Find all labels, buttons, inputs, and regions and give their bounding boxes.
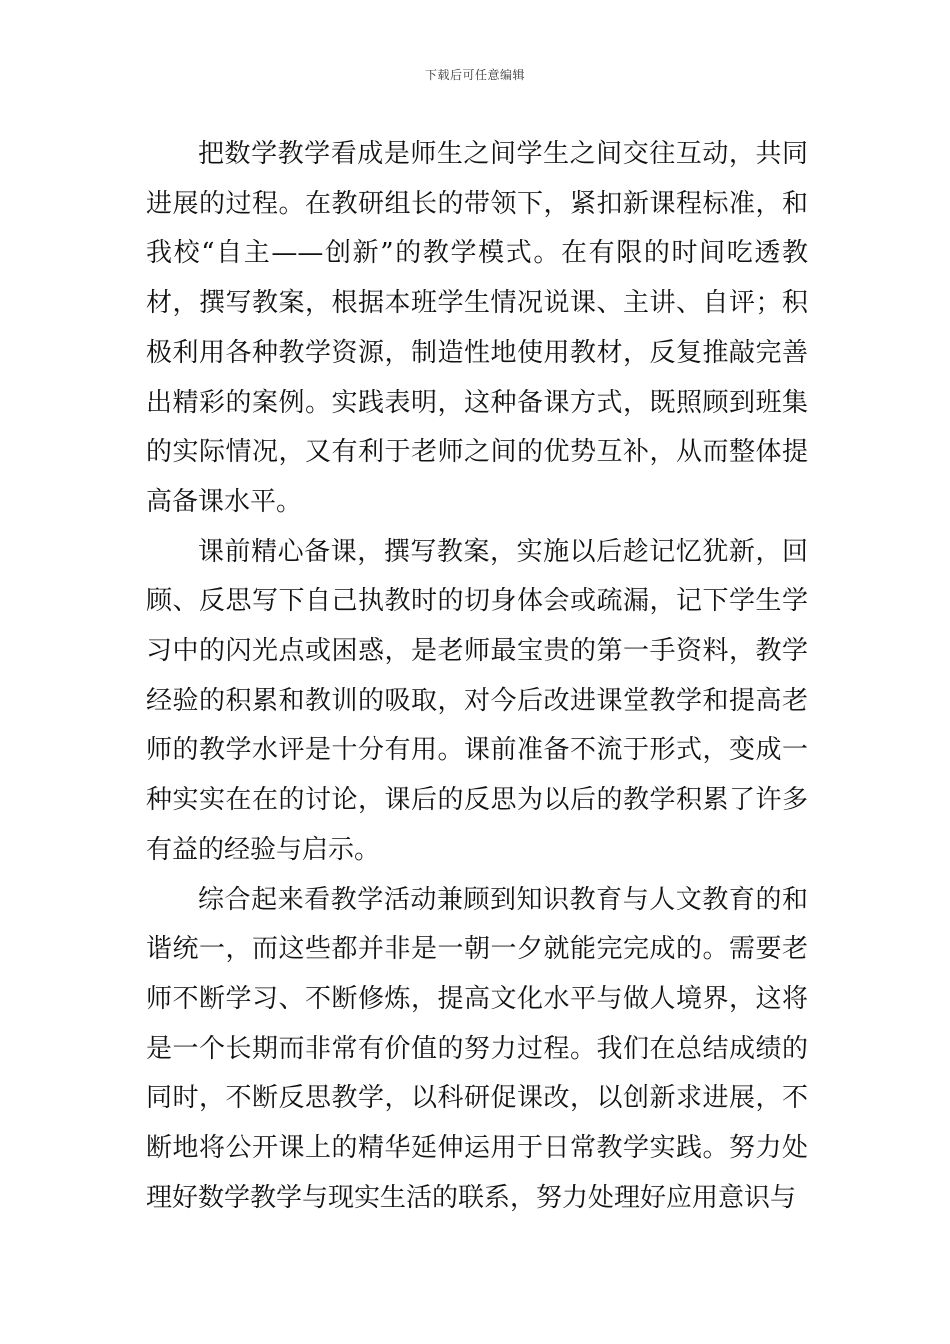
document-body <box>146 130 808 1223</box>
paragraph-3: 综合起来看教学活动兼顾到知识教育与人文教育的和谐统一，而这些都并非是一朝一夕就能完完成的。需要老师不断学习、不断修炼，提高文化水平与做人境界，这将是一个长期而非常有价值的努力过程。我们在总结成绩的同时，不断反思教学，以科研促课改，以创新求进展，不断地将公开课上的精华延伸运用于日常教学实践。努力处理好数学教学与现实生活的联系，努力处理好应用意识与 <box>146 884 808 1213</box>
page-header: 下载后可任意编辑 <box>424 68 525 82</box>
paragraph-2: 课前精心备课，撰写教案，实施以后趁记忆犹新，回顾、反思写下自己执教时的切身体会或疏漏，记下学生学习中的闪光点或困惑，是老师最宝贵的第一手资料，教学经验的积累和教训的吸取，对今后改进课堂教学和提高老师的教学水评是十分有用。课前准备不流于形式，变成一种实实在在的讨论，课后的反思为以后的教学积累了许多有益的经验与启示。 <box>146 536 808 865</box>
paragraph-1: 把数学教学看成是师生之间学生之间交往互动，共同进展的过程。在教研组长的带领下，紧扣新课程标准，和我校“自主——创新”的教学模式。在有限的时间吃透教材，撰写教案，根据本班学生情况说课、主讲、自评；积极利用各种教学资源，制造性地使用教材，反复推敲完善出精彩的案例。实践表明，这种备课方式，既照顾到班集的实际情况，又有利于老师之间的优势互补，从而整体提高备课水平。 <box>146 139 808 517</box>
